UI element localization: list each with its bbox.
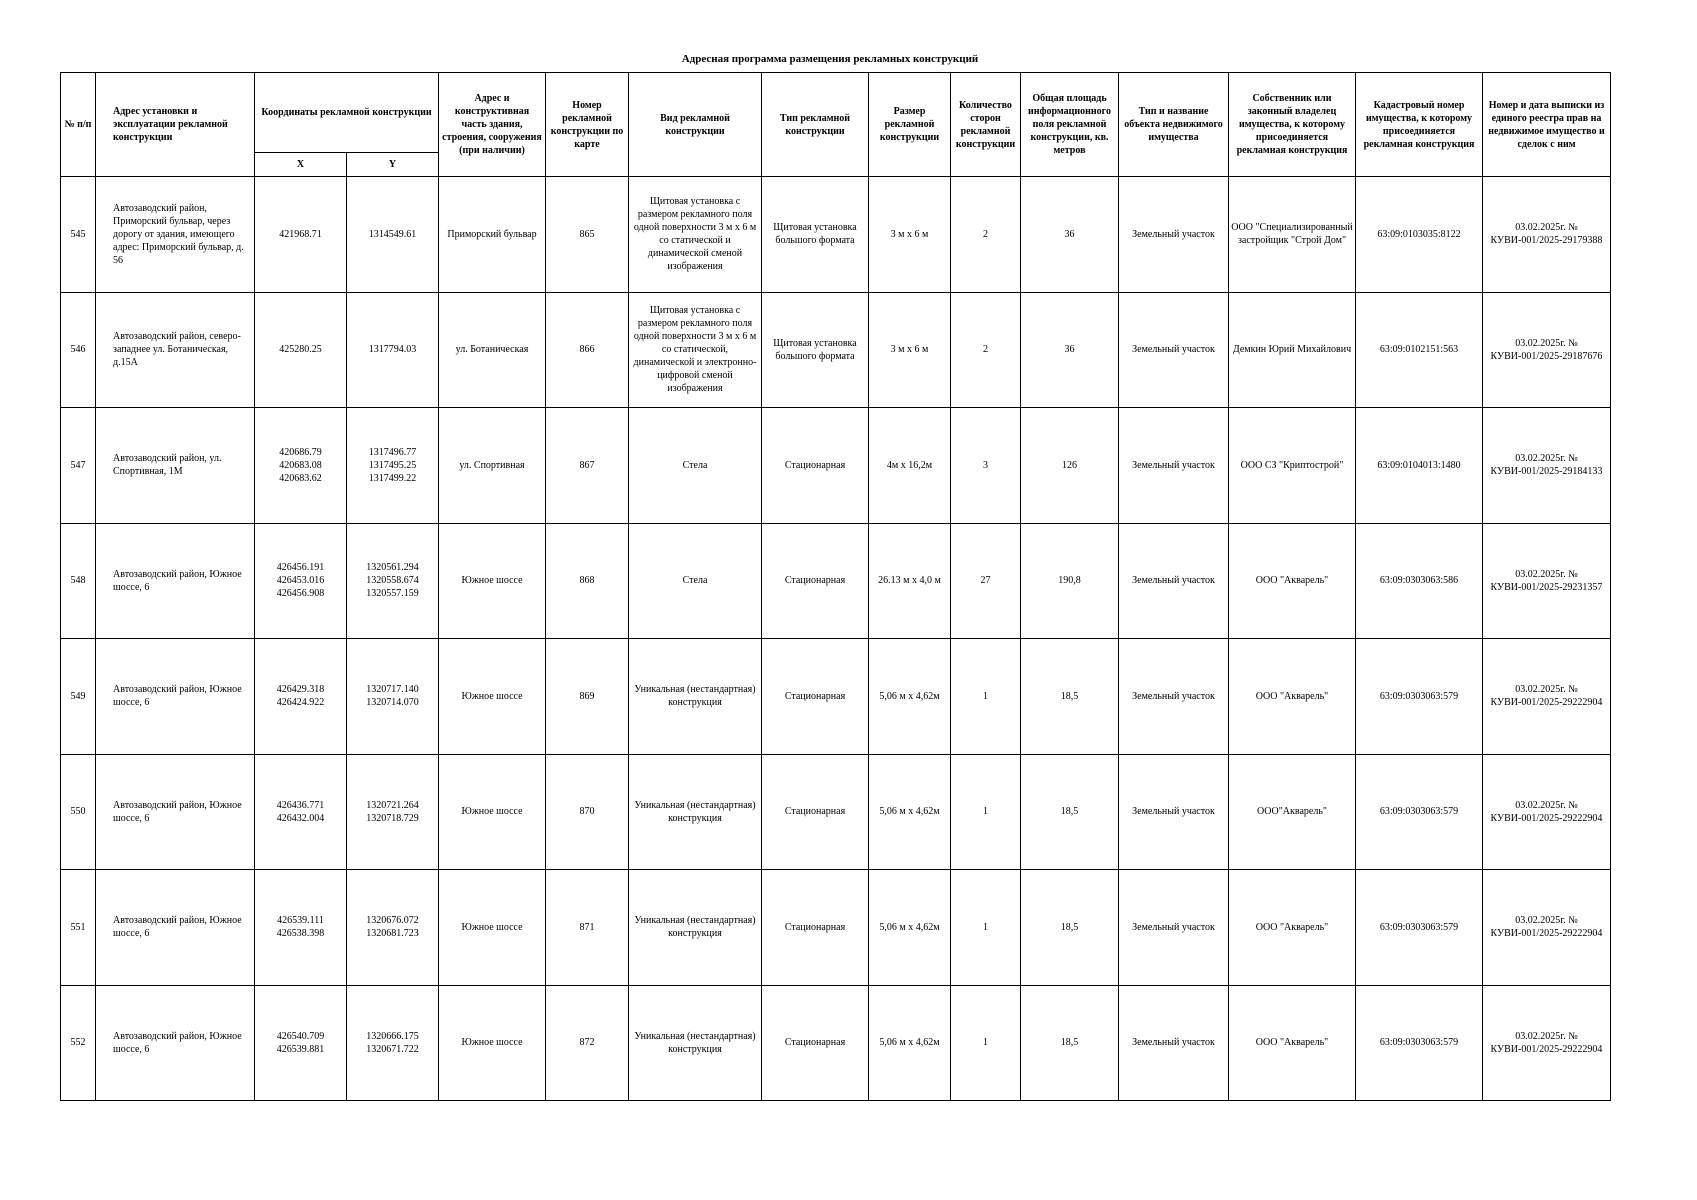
cell-size: 5,06 м х 4,62м [869,870,951,986]
cell-owner: Демкин Юрий Михайлович [1229,292,1356,408]
cell-owner: ООО "Специализированный застройщик "Строй Дом" [1229,177,1356,293]
cell-area: 18,5 [1021,985,1119,1101]
cell-building: Южное шоссе [439,754,546,870]
cell-y: 1320676.072 1320681.723 [347,870,439,986]
cell-num: 551 [61,870,96,986]
cell-x: 426540.709 426539.881 [255,985,347,1101]
cell-x: 426436.771 426432.004 [255,754,347,870]
cell-building: ул. Спортивная [439,408,546,524]
cell-y: 1320717.140 1320714.070 [347,639,439,755]
cell-y: 1314549.61 [347,177,439,293]
cell-size: 5,06 м х 4,62м [869,985,951,1101]
header-size: Размер рекламной конструкции [869,73,951,177]
cell-cadastral: 63:09:0303063:579 [1356,870,1483,986]
cell-address: Автозаводский район, Южное шоссе, 6 [96,523,255,639]
cell-sides: 1 [951,870,1021,986]
header-object: Тип и название объекта недвижимого имущества [1119,73,1229,177]
cell-kind: Стела [629,523,762,639]
cell-num: 550 [61,754,96,870]
cell-sides: 2 [951,177,1021,293]
cell-x: 420686.79 420683.08 420683.62 [255,408,347,524]
cell-address: Автозаводский район, Южное шоссе, 6 [96,985,255,1101]
cell-map-num: 869 [546,639,629,755]
cell-address: Автозаводский район, Южное шоссе, 6 [96,754,255,870]
cell-extract: 03.02.2025г. № КУВИ-001/2025-29222904 [1483,985,1611,1101]
cell-sides: 1 [951,754,1021,870]
table-row [61,985,1611,1101]
cell-extract: 03.02.2025г. № КУВИ-001/2025-29222904 [1483,754,1611,870]
cell-size: 3 м х 6 м [869,177,951,293]
cell-extract: 03.02.2025г. № КУВИ-001/2025-29222904 [1483,870,1611,986]
header-extract: Номер и дата выписки из единого реестра прав на недвижимое имущество и сделок с ним [1483,73,1611,177]
cell-cadastral: 63:09:0303063:579 [1356,754,1483,870]
cell-object: Земельный участок [1119,985,1229,1101]
cell-address: Автозаводский район, Южное шоссе, 6 [96,639,255,755]
cell-area: 18,5 [1021,870,1119,986]
cell-owner: ООО "Акварель" [1229,523,1356,639]
cell-sides: 3 [951,408,1021,524]
cell-map-num: 867 [546,408,629,524]
cell-kind: Уникальная (нестандартная) конструкция [629,754,762,870]
cell-y: 1320721.264 1320718.729 [347,754,439,870]
cell-type: Стационарная [762,523,869,639]
header-y: Y [347,153,439,177]
header-building: Адрес и конструктивная часть здания, строения, сооружения (при наличии) [439,73,546,177]
header-x: X [255,153,347,177]
ad-structures-table [60,72,1611,1101]
cell-num: 545 [61,177,96,293]
cell-building: Южное шоссе [439,523,546,639]
cell-address: Автозаводский район, северо-западнее ул. Ботаническая, д.15А [96,292,255,408]
cell-building: ул. Ботаническая [439,292,546,408]
cell-owner: ООО "Акварель" [1229,639,1356,755]
cell-kind: Уникальная (нестандартная) конструкция [629,985,762,1101]
header-owner: Собственник или законный владелец имущества, к которому присоединяется рекламная конструкция [1229,73,1356,177]
cell-kind: Уникальная (нестандартная) конструкция [629,870,762,986]
cell-object: Земельный участок [1119,408,1229,524]
table-row [61,870,1611,986]
cell-address: Автозаводский район, ул. Спортивная, 1М [96,408,255,524]
cell-y: 1317794.03 [347,292,439,408]
cell-map-num: 871 [546,870,629,986]
cell-num: 552 [61,985,96,1101]
cell-size: 26.13 м х 4,0 м [869,523,951,639]
cell-address: Автозаводский район, Южное шоссе, 6 [96,870,255,986]
cell-x: 421968.71 [255,177,347,293]
cell-extract: 03.02.2025г. № КУВИ-001/2025-29179388 [1483,177,1611,293]
cell-type: Щитовая установка большого формата [762,177,869,293]
cell-object: Земельный участок [1119,292,1229,408]
cell-object: Земельный участок [1119,523,1229,639]
header-sides: Количество сторон рекламной конструкции [951,73,1021,177]
page-title: Адресная программа размещения рекламных конструкций [681,53,979,65]
header-type: Тип рекламной конструкции [762,73,869,177]
cell-cadastral: 63:09:0303063:586 [1356,523,1483,639]
cell-owner: ООО "Акварель" [1229,870,1356,986]
cell-cadastral: 63:09:0103035:8122 [1356,177,1483,293]
table-row [61,754,1611,870]
cell-object: Земельный участок [1119,639,1229,755]
cell-building: Приморский бульвар [439,177,546,293]
header-kind: Вид рекламной конструкции [629,73,762,177]
cell-map-num: 870 [546,754,629,870]
cell-extract: 03.02.2025г. № КУВИ-001/2025-29184133 [1483,408,1611,524]
cell-address: Автозаводский район, Приморский бульвар, через дорогу от здания, имеющего адрес: Приморский бульвар, д. 56 [96,177,255,293]
cell-building: Южное шоссе [439,870,546,986]
table-row [61,639,1611,755]
cell-area: 36 [1021,292,1119,408]
cell-extract: 03.02.2025г. № КУВИ-001/2025-29222904 [1483,639,1611,755]
table-row [61,523,1611,639]
cell-kind: Щитовая установка с размером рекламного поля одной поверхности 3 м х 6 м со статической, динамической и электронно-цифровой сменой изображения [629,292,762,408]
cell-area: 126 [1021,408,1119,524]
cell-num: 549 [61,639,96,755]
table-header [61,73,1611,177]
cell-num: 547 [61,408,96,524]
cell-x: 426456.191 426453.016 426456.908 [255,523,347,639]
cell-type: Стационарная [762,754,869,870]
cell-building: Южное шоссе [439,985,546,1101]
cell-map-num: 872 [546,985,629,1101]
cell-size: 4м х 16,2м [869,408,951,524]
cell-owner: ООО"Акварель" [1229,754,1356,870]
cell-map-num: 866 [546,292,629,408]
cell-size: 3 м х 6 м [869,292,951,408]
cell-num: 548 [61,523,96,639]
cell-building: Южное шоссе [439,639,546,755]
cell-owner: ООО СЗ "Криптострой" [1229,408,1356,524]
header-coords: Координаты рекламной конструкции [255,73,439,153]
cell-type: Стационарная [762,870,869,986]
cell-sides: 2 [951,292,1021,408]
cell-cadastral: 63:09:0303063:579 [1356,639,1483,755]
cell-type: Стационарная [762,639,869,755]
cell-sides: 1 [951,639,1021,755]
cell-size: 5,06 м х 4,62м [869,754,951,870]
cell-sides: 27 [951,523,1021,639]
cell-map-num: 865 [546,177,629,293]
cell-x: 425280.25 [255,292,347,408]
header-area: Общая площадь информационного поля рекламной конструкции, кв. метров [1021,73,1119,177]
cell-y: 1320561.294 1320558.674 1320557.159 [347,523,439,639]
header-map-num: Номер рекламной конструкции по карте [546,73,629,177]
cell-cadastral: 63:09:0102151:563 [1356,292,1483,408]
cell-y: 1320666.175 1320671.722 [347,985,439,1101]
cell-object: Земельный участок [1119,177,1229,293]
cell-num: 546 [61,292,96,408]
cell-type: Стационарная [762,985,869,1101]
cell-extract: 03.02.2025г. № КУВИ-001/2025-29187676 [1483,292,1611,408]
cell-y: 1317496.77 1317495.25 1317499.22 [347,408,439,524]
table-body [61,177,1611,1101]
cell-sides: 1 [951,985,1021,1101]
cell-kind: Уникальная (нестандартная) конструкция [629,639,762,755]
header-num: № п/п [61,73,96,177]
cell-object: Земельный участок [1119,754,1229,870]
cell-object: Земельный участок [1119,870,1229,986]
table-row [61,177,1611,293]
cell-kind: Стела [629,408,762,524]
header-cadastral: Кадастровый номер имущества, к которому присоединяется рекламная конструкция [1356,73,1483,177]
cell-type: Щитовая установка большого формата [762,292,869,408]
cell-area: 190,8 [1021,523,1119,639]
cell-owner: ООО "Акварель" [1229,985,1356,1101]
cell-map-num: 868 [546,523,629,639]
cell-extract: 03.02.2025г. № КУВИ-001/2025-29231357 [1483,523,1611,639]
cell-kind: Щитовая установка с размером рекламного поля одной поверхности 3 м х 6 м со статической и динамической сменой изображения [629,177,762,293]
cell-size: 5,06 м х 4,62м [869,639,951,755]
cell-x: 426539.111 426538.398 [255,870,347,986]
cell-cadastral: 63:09:0104013:1480 [1356,408,1483,524]
cell-type: Стационарная [762,408,869,524]
table-row [61,292,1611,408]
cell-x: 426429.318 426424.922 [255,639,347,755]
cell-area: 18,5 [1021,639,1119,755]
cell-area: 18,5 [1021,754,1119,870]
header-address: Адрес установки и эксплуатации рекламной конструкции [96,73,255,177]
cell-cadastral: 63:09:0303063:579 [1356,985,1483,1101]
cell-area: 36 [1021,177,1119,293]
table-row [61,408,1611,524]
